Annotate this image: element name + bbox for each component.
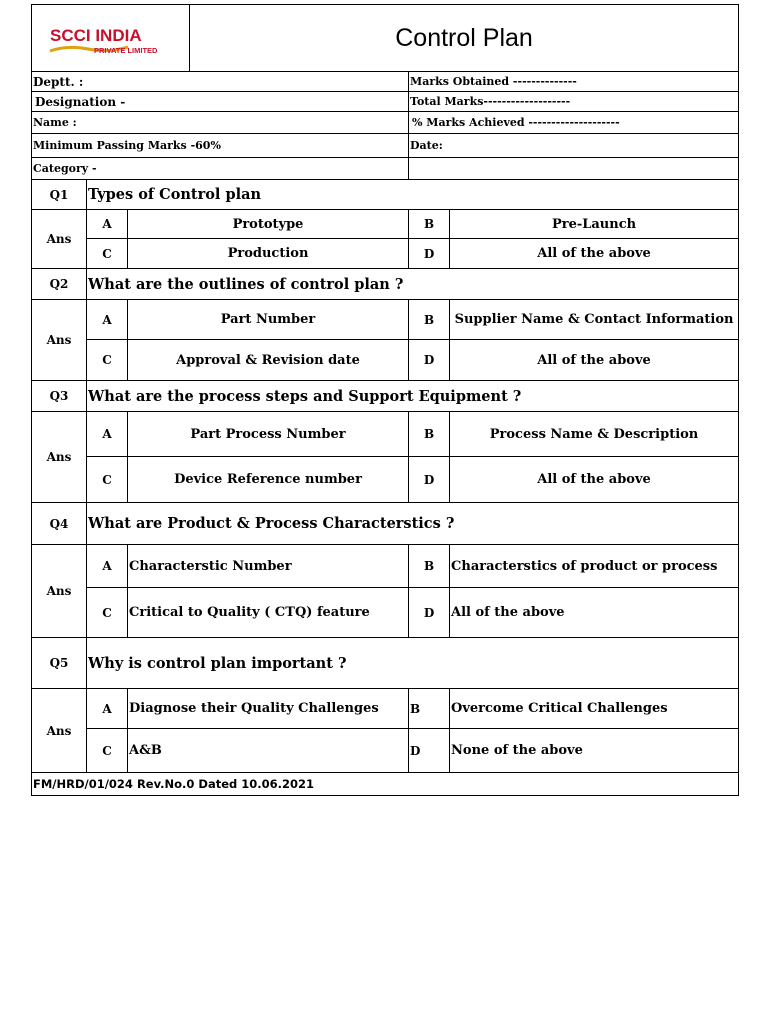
option-letter: D <box>409 239 450 269</box>
option-letter: B <box>409 412 450 457</box>
logo-cell <box>32 5 190 72</box>
option-text[interactable]: Characterstics of product or process <box>450 545 739 588</box>
min-passing-marks: Minimum Passing Marks -60% <box>32 134 409 158</box>
option-letter: D <box>409 340 450 381</box>
option-letter: C <box>87 588 128 638</box>
total-marks-field[interactable]: Total Marks------------------- <box>409 92 739 112</box>
question-number: Q3 <box>32 381 87 412</box>
option-text[interactable]: Part Number <box>128 300 409 340</box>
option-text[interactable]: Approval & Revision date <box>128 340 409 381</box>
option-text[interactable]: Overcome Critical Challenges <box>450 689 739 729</box>
category-field[interactable]: Category - <box>32 158 409 180</box>
question-number: Q4 <box>32 503 87 545</box>
option-letter: B <box>409 545 450 588</box>
option-text[interactable]: Process Name & Description <box>450 412 739 457</box>
option-letter: D <box>409 729 450 773</box>
question-text: Why is control plan important ? <box>87 638 739 689</box>
option-text[interactable]: All of the above <box>450 239 739 269</box>
ans-label: Ans <box>32 210 87 269</box>
option-letter: A <box>87 300 128 340</box>
question-number: Q1 <box>32 180 87 210</box>
option-letter: B <box>409 210 450 239</box>
option-text[interactable]: Supplier Name & Contact Information <box>450 300 739 340</box>
option-letter: C <box>87 239 128 269</box>
option-text[interactable]: Characterstic Number <box>128 545 409 588</box>
ans-label: Ans <box>32 300 87 381</box>
option-letter: B <box>409 689 450 729</box>
option-letter: C <box>87 457 128 503</box>
svg-text:PRIVATE LIMITED: PRIVATE LIMITED <box>94 46 158 55</box>
option-text[interactable]: All of the above <box>450 588 739 638</box>
option-text[interactable]: Prototype <box>128 210 409 239</box>
marks-achieved-field[interactable]: % Marks Achieved -------------------- <box>409 112 739 134</box>
svg-text:SCCI INDIA: SCCI INDIA <box>50 26 142 45</box>
page-title: Control Plan <box>190 5 739 72</box>
option-text[interactable]: Device Reference number <box>128 457 409 503</box>
company-logo <box>48 23 180 57</box>
option-text[interactable]: Part Process Number <box>128 412 409 457</box>
designation-field[interactable]: Designation - <box>32 92 409 112</box>
date-field[interactable]: Date: <box>409 134 739 158</box>
option-text[interactable]: Diagnose their Quality Challenges <box>128 689 409 729</box>
marks-obtained-field[interactable]: Marks Obtained -------------- <box>409 72 739 92</box>
option-letter: A <box>87 412 128 457</box>
option-letter: B <box>409 300 450 340</box>
option-letter: D <box>409 457 450 503</box>
name-field[interactable]: Name : <box>32 112 409 134</box>
question-number: Q2 <box>32 269 87 300</box>
option-letter: A <box>87 689 128 729</box>
option-text[interactable]: A&B <box>128 729 409 773</box>
ans-label: Ans <box>32 545 87 638</box>
dept-field[interactable]: Deptt. : <box>32 72 409 92</box>
option-text[interactable]: Production <box>128 239 409 269</box>
question-text: Types of Control plan <box>87 180 739 210</box>
question-text: What are the process steps and Support Equipment ? <box>87 381 739 412</box>
option-text[interactable]: Critical to Quality ( CTQ) feature <box>128 588 409 638</box>
option-text[interactable]: None of the above <box>450 729 739 773</box>
document-footer: FM/HRD/01/024 Rev.No.0 Dated 10.06.2021 <box>32 773 739 796</box>
option-text[interactable]: All of the above <box>450 457 739 503</box>
option-text[interactable]: Pre-Launch <box>450 210 739 239</box>
option-letter: D <box>409 588 450 638</box>
option-letter: C <box>87 729 128 773</box>
question-text: What are Product & Process Characterstics ? <box>87 503 739 545</box>
option-letter: A <box>87 545 128 588</box>
option-letter: A <box>87 210 128 239</box>
category-blank <box>409 158 739 180</box>
question-text: What are the outlines of control plan ? <box>87 269 739 300</box>
option-letter: C <box>87 340 128 381</box>
ans-label: Ans <box>32 689 87 773</box>
control-plan-sheet <box>31 4 739 796</box>
ans-label: Ans <box>32 412 87 503</box>
question-number: Q5 <box>32 638 87 689</box>
option-text[interactable]: All of the above <box>450 340 739 381</box>
